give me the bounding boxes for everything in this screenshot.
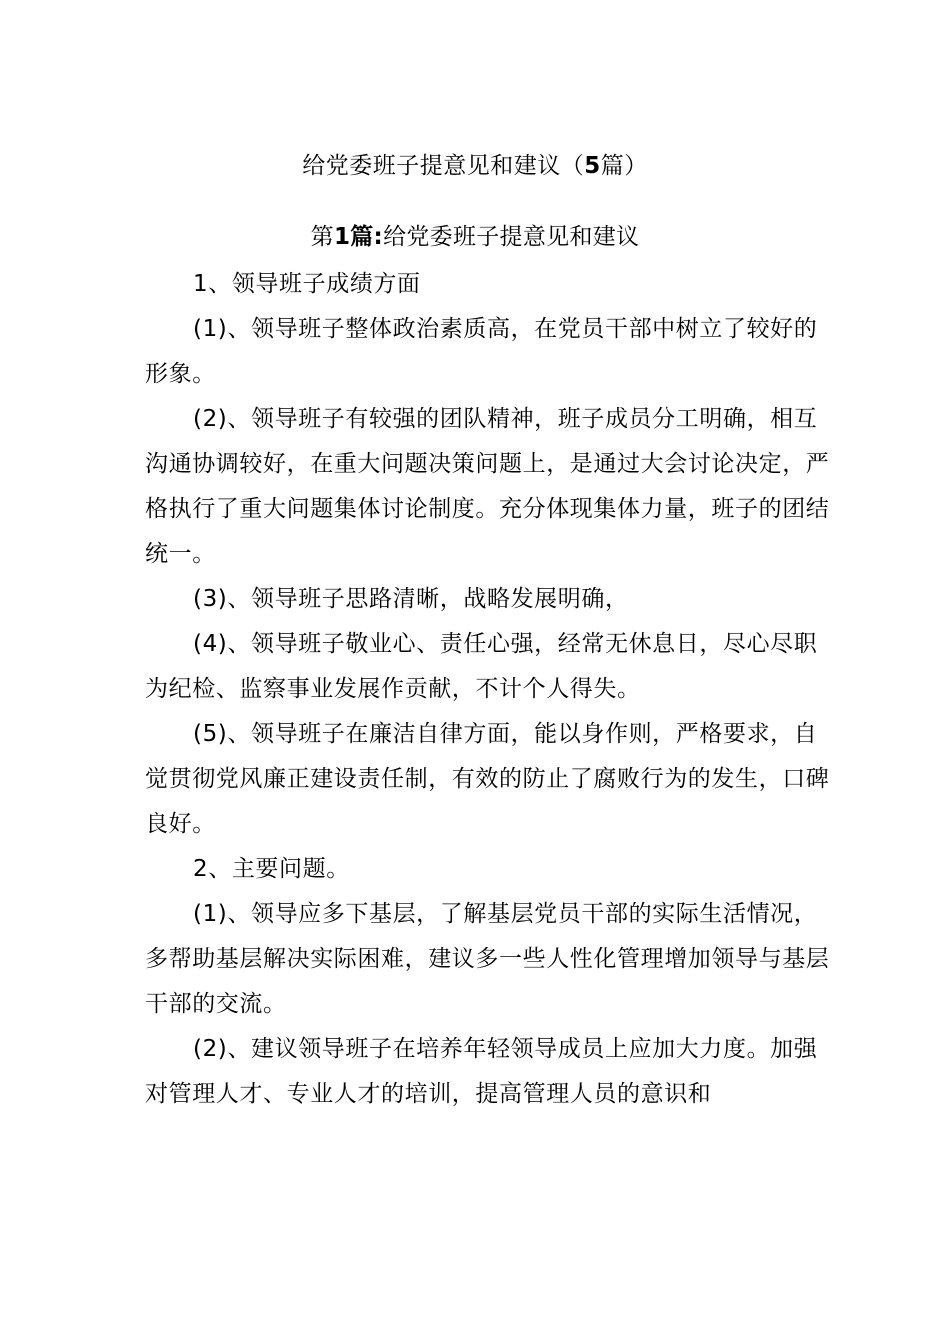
section-prefix: 第 [310, 224, 334, 250]
document-title [0, 146, 950, 186]
section-suffix: 给党委班子提意见和建议 [383, 224, 640, 250]
title-prefix: 给党委班子提意见和建议（ [302, 153, 585, 179]
paragraph: (3)、领导班子思路清晰，战略发展明确， [193, 586, 629, 612]
paragraph: (2)、领导班子有较强的团队精神，班子成员分工明确，相互沟通协调较好，在重大问题决策问题上，是通过大会讨论决定，严格执行了重大问题集体讨论制度。充分体现集体力量，班子的团结统一。 [145, 406, 830, 567]
paragraph: 2、主要问题。 [193, 856, 350, 882]
section-number: 1 [333, 224, 351, 250]
section-title [0, 216, 950, 258]
title-number: 5 [584, 153, 601, 179]
paragraph: (1)、领导应多下基层，了解基层党员干部的实际生活情况，多帮助基层解决实际困难，建议多一些人性化管理增加领导与基层干部的交流。 [145, 901, 830, 1017]
paragraph: (4)、领导班子敬业心、责任心强，经常无休息日，尽心尽职为纪检、监察事业发展作贡献，不计个人得失。 [145, 631, 818, 702]
section-mid: 篇: [350, 224, 384, 250]
paragraph: (2)、建议领导班子在培养年轻领导成员上应加大力度。加强对管理人才、专业人才的培训，提高管理人员的意识和 [145, 1036, 818, 1107]
document-body [145, 262, 835, 1117]
title-suffix: 篇） [600, 153, 648, 179]
paragraph: 1、领导班子成绩方面 [193, 271, 421, 297]
paragraph: (1)、领导班子整体政治素质高，在党员干部中树立了较好的形象。 [145, 316, 818, 387]
paragraph: (5)、领导班子在廉洁自律方面，能以身作则，严格要求，自觉贯彻党风廉正建设责任制，有效的防止了腐败行为的发生，口碑良好。 [145, 721, 830, 837]
